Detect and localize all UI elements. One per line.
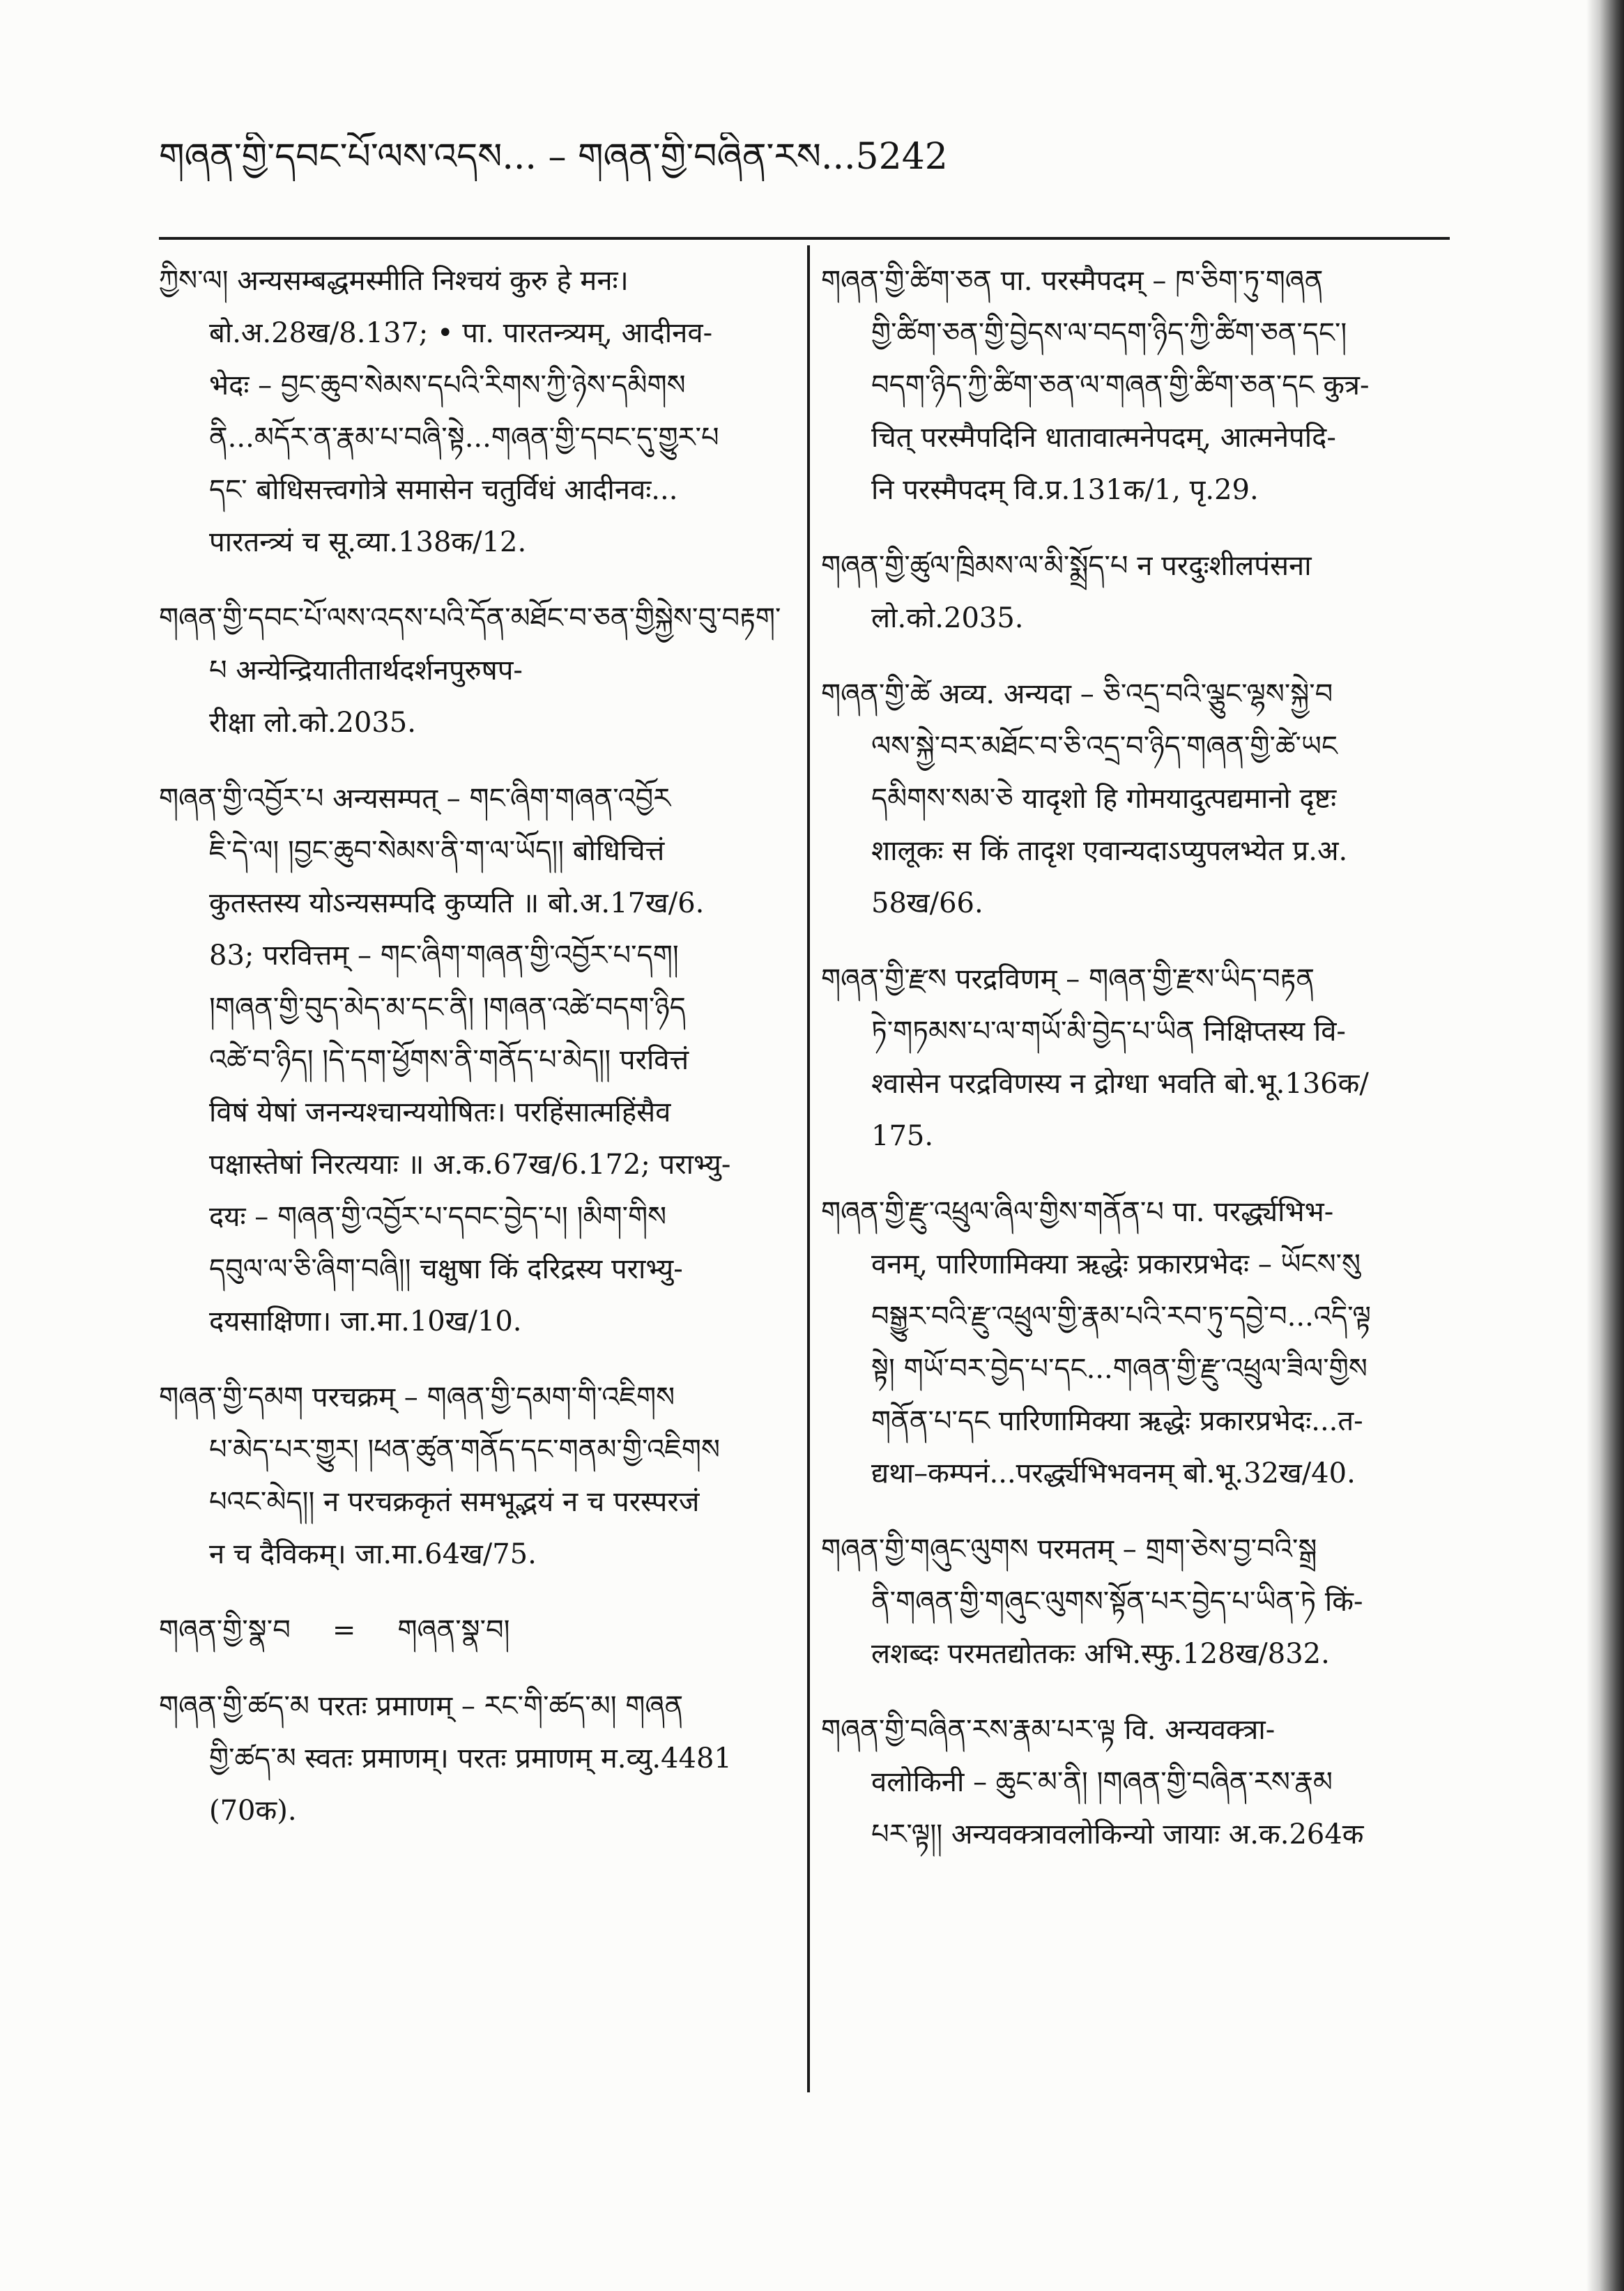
entry-headword: གཞན་གྱི་གཞུང་ལུགས bbox=[821, 1533, 1029, 1565]
entry-definition: वि. अन्यवक्त्रा- वलोकिनी – ཆུང་མ་ནི། །གཞན་གྱི་བཞིན་རས་རྣམ པར་ལྟ།། अन्यवक्त्रावलोकिन्यो जायाः अ.क.264क bbox=[871, 1714, 1364, 1851]
entry-headword: གཞན་གྱི་རྫུ་འཕྲུལ་ཞིལ་གྱིས་གནོན་པ bbox=[821, 1196, 1164, 1228]
entry-headword: གཞན་གྱི་རྫས bbox=[821, 963, 947, 995]
dictionary-entry bbox=[821, 1704, 1448, 1861]
entry-headword: གཞན་གྱི་འབྱོར་པ bbox=[159, 783, 324, 815]
dictionary-entry bbox=[159, 1680, 786, 1837]
header-rule bbox=[159, 237, 1450, 240]
dictionary-entry bbox=[821, 953, 1448, 1163]
entry-definition: परमतम् – གྲག་ཅེས་བྱ་བའི་སྒྲ ནི་གཞན་གྱི་གཞུང་ལུགས་སྟོན་པར་བྱེད་པ་ཡིན་ཏེ किं- लशब्दः परमतद्योतकः अभि.स्फु.128ख/832. bbox=[871, 1533, 1363, 1670]
entry-headword: གཞན་གྱི་ཚད་མ bbox=[159, 1690, 309, 1722]
crossref-target: གཞན་སྣ་བ། bbox=[397, 1614, 510, 1646]
entry-definition: पा. परर्द्ध्यभिभ- वनम्, पारिणामिक्या ऋद्धेः प्रकारप्रभेदः – ཡོངས་སུ བསྒྱུར་བའི་རྫུ་འཕྲུལ་གྱི་རྣམ་པའི་རབ་ཏུ་དབྱེ་བ...འདི་ལྟ སྟེ། གཡོ་བར་བྱེད་པ་དང...གཞན་གྱི་རྫུ་འཕྲུལ་ཟིལ་གྱིས གནོན་པ་དང पारिणामिक्या ऋद्धेः प्रकारप्रभेदः...त- द्यथा–कम्पनं...परर्द्ध्यभिभवनम् बो.भू.32ख/40. bbox=[871, 1196, 1371, 1489]
entry-headword: གཞན་གྱི་བཞིན་རས་རྣམ་པར་ལྟ bbox=[821, 1714, 1116, 1746]
dictionary-entry bbox=[159, 592, 786, 749]
entry-definition: न परदुःशीलपंसना लो.को.2035. bbox=[871, 550, 1312, 634]
dictionary-entry bbox=[821, 668, 1448, 930]
entry-headword: གཞན་གྱི་ཚུལ་ཁྲིམས་ལ་མི་སྨྲོད་པ bbox=[821, 550, 1128, 582]
dictionary-entry bbox=[821, 1524, 1448, 1680]
entry-headword: གཞན་གྱི་ཚིག་ཅན bbox=[821, 265, 992, 297]
dictionary-entry bbox=[159, 773, 786, 1348]
entry-headword: གཞན་གྱི་ཚེ bbox=[821, 678, 930, 710]
entry-definition: पा. परस्मैपदम् – ཁ་ཅིག་ཏུ་གཞན གྱི་ཚིག་ཅན་གྱི་བྱེདས་ལ་བདག་ཉིད་ཀྱི་ཚིག་ཅན་དང་། བདག་ཉིད་ཀྱི་ཚིག་ཅན་ལ་གཞན་གྱི་ཚིག་ཅན་དང कुत्र- चित् परस्मैपदिनि धातावात्मनेपदम्, आत्मनेपदि- नि परस्मैपदम् वि.प्र.131क/1, पृ.29. bbox=[871, 265, 1370, 506]
scan-edge-shadow bbox=[1586, 0, 1624, 2291]
entry-definition: परद्रविणम् – གཞན་གྱི་རྫས་ཡིད་བརྟན ཏེ་གཏམས་པ་ལ་གཡོ་མི་བྱེད་པ་ཡིན निक्षिप्तस्य वि- श्वासेन परद्रविणस्य न द्रोग्धा भवति बो.भू.136क/ 175. bbox=[871, 963, 1369, 1152]
crossref-head: གཞན་གྱི་སྣ་བ bbox=[159, 1614, 291, 1646]
dictionary-entry bbox=[159, 255, 786, 569]
entry-headword: གཞན་གྱི་དམག bbox=[159, 1381, 304, 1413]
entry-definition: अन्यसम्पत् – གང་ཞིག་གཞན་འབྱོར ཇི་དེ་ལ། །བྱང་ཆུབ་སེམས་ནི་ག་ལ་ཡོད།། बोधिचित्तं कुतस्तस्य योऽन्यसम्पदि कुप्यति ॥ बो.अ.17ख/6. 83; परवित्तम् – གང་ཞིག་གཞན་གྱི་འབྱོར་པ་དག། །གཞན་གྱི་བུད་མེད་མ་དང་ནི། །གཞན་འཚེ་བདག་ཉིད འཚེ་བ་ཉིད། །དེ་དག་ཕྱོགས་ནི་གནོད་པ་མེད།། परवित्तं विषं येषां जनन्यश्चान्ययोषितः। परहिंसात्महिंसैव पक्षास्तेषां निरत्ययाः ॥ अ.क.67ख/6.172; पराभ्यु- दयः – གཞན་གྱི་འབྱོར་པ་དབང་བྱེད་པ། །མིག་གིས དབུལ་ལ་ཅི་ཞིག་བཞི།། चक्षुषा किं दरिद्रस्य पराभ्यु- दयसाक्षिणा। जा.मा.10ख/10. bbox=[209, 783, 731, 1338]
dictionary-entry bbox=[821, 1186, 1448, 1500]
dictionary-entry bbox=[821, 540, 1448, 645]
entry-headword: གཞན་གྱི་དབང་པོ་ལས་འདས་པའི་དོན་མཐོང་བ་ཅན་གྱི bbox=[159, 602, 655, 634]
dictionary-entry bbox=[821, 255, 1448, 516]
left-column bbox=[159, 255, 786, 2095]
running-head: གཞན་གྱི་དབང་པོ་ལས་འདས... – གཞན་གྱི་བཞིན་རས...5242 bbox=[159, 136, 948, 178]
dictionary-entry bbox=[159, 1372, 786, 1581]
right-column bbox=[821, 255, 1448, 2095]
entry-definition: अव्य. अन्यदा – ཅི་འདྲ་བའི་ལྕུང་ལྷས་སྐྱེ་བ ལས་སྐྱེ་བར་མཐོང་བ་ཅི་འདྲ་བ་ཉིད་གཞན་གྱི་ཚེ་ཡང དམིགས་སམ་ཅེ यादृशो हि गोमयादुत्पद्यमानो दृष्टः शालूकः स किं तादृश एवान्यदाऽप्युपलभ्येत प्र.अ. 58ख/66. bbox=[871, 678, 1348, 919]
entry-definition: སྐྱེས་བུ་བརྟག་པ अन्येन्द्रियातीतार्थदर्शनपुरुषप- रीक्षा लो.को.2035. bbox=[209, 602, 781, 739]
column-divider bbox=[807, 245, 810, 2092]
cross-reference-entry bbox=[159, 1604, 786, 1657]
entry-definition: परतः प्रमाणम् – རང་གི་ཚད་མ། གཞན གྱི་ཚད་མ स्वतः प्रमाणम्। परतः प्रमाणम् म.व्यु.4481 (70क). bbox=[209, 1690, 732, 1827]
crossref-sep: = bbox=[332, 1614, 356, 1646]
entry-definition: परचक्रम् – གཞན་གྱི་དམག་གི་འཇིགས པ་མེད་པར་གྱུར། །ཕན་ཚུན་གནོད་དང་གནམ་གྱི་འཇིགས པའང་མེད།། न परचक्रकृतं समभूद्भयं न च परस्परजं न च दैविकम्। जा.मा.64ख/75. bbox=[209, 1381, 720, 1570]
entry-definition: ཀྱིས་ལ། अन्यसम्बद्धमस्मीति निश्चयं कुरु हे मनः। बो.अ.28ख/8.137; • पा. पारतन्त्र्यम्, आदीनव- भेदः – བྱང་ཆུབ་སེམས་དཔའི་རིགས་ཀྱི་ཉེས་དམིགས ནི...མདོར་ན་རྣམ་པ་བཞི་སྟེ...གཞན་གྱི་དབང་དུ་གྱུར་པ དང་ बोधिसत्त्वगोत्रे समासेन चतुर्विधं आदीनवः... पारतन्त्र्यं च सू.व्या.138क/12. bbox=[159, 265, 719, 558]
